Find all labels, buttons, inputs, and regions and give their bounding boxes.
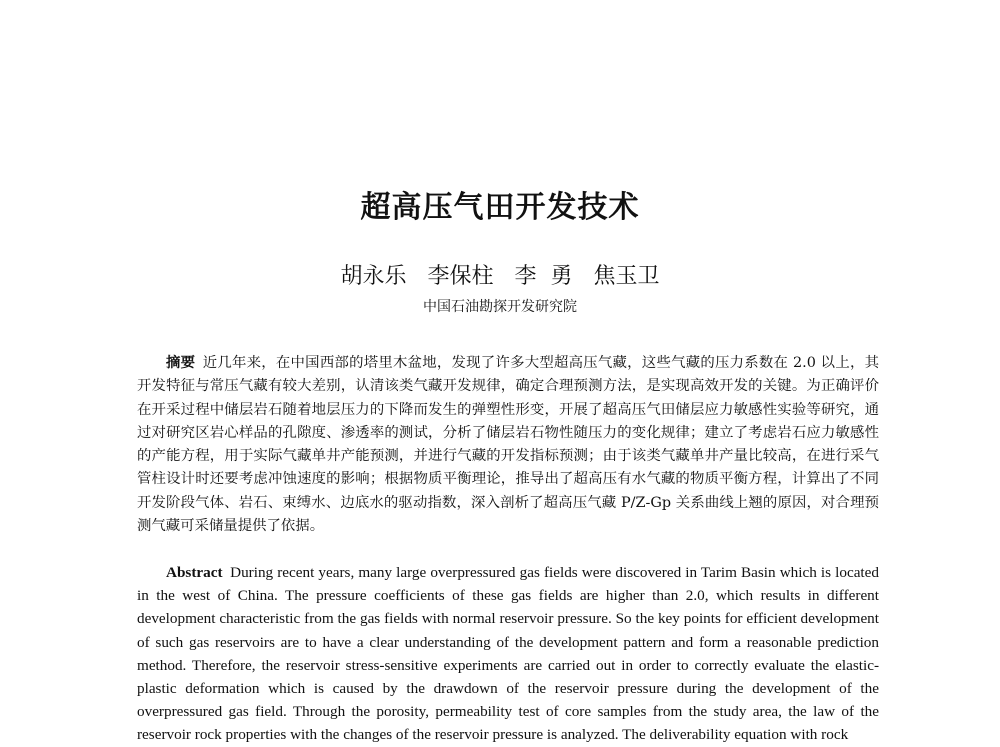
chinese-abstract-text: 近几年来，在中国西部的塔里木盆地，发现了许多大型超高压气藏，这些气藏的压力系数在 2.0 以上，其开发特征与常压气藏有较大差别，认清该类气藏开发规律，确定合理预测方法，是实现高效开发的关键。为正确评价在开采过程中储层岩石随着地层压力的下降而发生的弹塑性形变，开展了超高压气田储层应力敏感性实验等研究，通过对研究区岩心样品的孔隙度、渗透率的测试，分析了储层岩石物性随压力的变化规律；建立了考虑岩石应力敏感性的产能方程，用于实际气藏单井产能预测，并进行气藏的开发指标预测；由于该类气藏单井产量比较高，在进行采气管柱设计时还要考虑冲蚀速度的影响；根据物质平衡理论，推导出了超高压有水气藏的物质平衡方程，计算出了不同开发阶段气体、岩石、束缚水、边底水的驱动指数，深入剖析了超高压气藏 P/Z-Gp 关系曲线上翘的原因，对合理预测气藏可采储量提供了依据。 [137,355,879,535]
chinese-abstract [137,351,879,538]
author-affiliation: 中国石油勘探开发研究院 [423,299,577,315]
english-abstract-text: During recent years, many large overpressured gas fields were discovered in Tarim Basin which is located in the west of China. The pressure coefficients of these gas fields are higher than 2.0, which results in different development characteristic from the gas fields with normal reservoir pressure. So the key points for efficient development of such gas reservoirs are to have a clear understanding of the development pattern and form a reasonable prediction method. Therefore, the reservoir stress-sensitive experiments are carried out in order to correctly evaluate the elastic-plastic deformation which is caused by the drawdown of the reservoir pressure during the development of the overpressured gas field. Through the porosity, permeability test of core samples from the study area, the law of the reservoir rock properties with the changes of the reservoir pressure is analyzed. The deliverability equation with rock [137,564,879,744]
paper-title: 超高压气田开发技术 [360,190,640,225]
english-abstract-label: Abstract [166,564,223,581]
author-list: 胡永乐 李保柱 李 勇 焦玉卫 [340,264,660,289]
chinese-abstract-label: 摘要 [166,354,196,371]
english-abstract [137,561,879,747]
